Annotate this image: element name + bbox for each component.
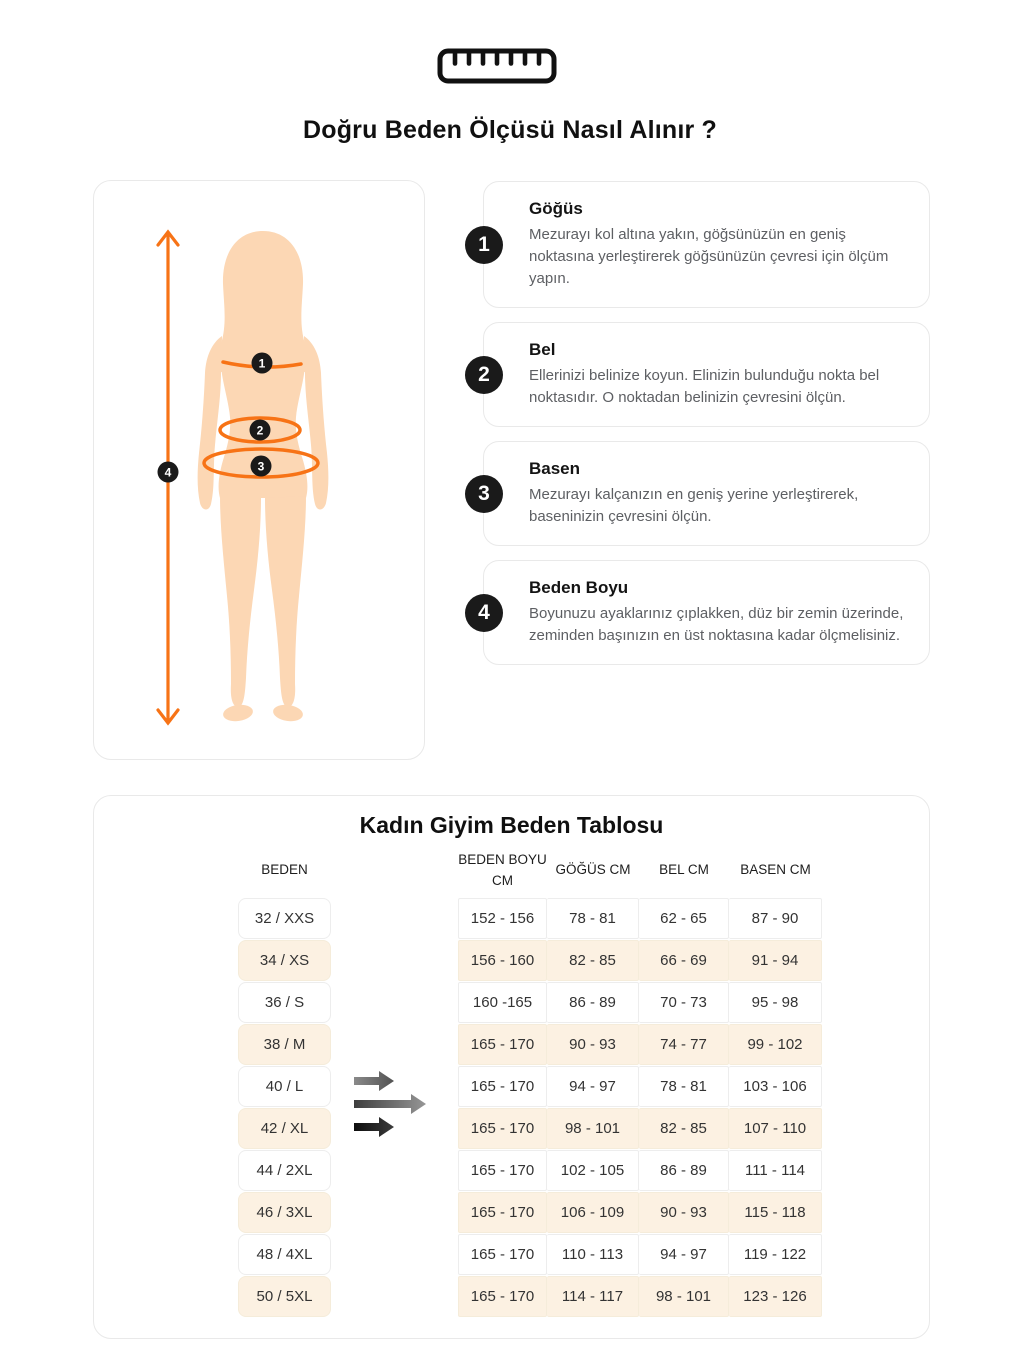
silhouette-right-leg xyxy=(265,496,306,707)
cell-bel: 94 - 97 xyxy=(639,1234,729,1275)
cell-bel: 98 - 101 xyxy=(639,1276,729,1317)
cell-bel: 78 - 81 xyxy=(639,1066,729,1107)
col-header-boy: BEDEN BOYU CM xyxy=(458,852,547,888)
cell-bel: 82 - 85 xyxy=(639,1108,729,1149)
instruction-text: Ellerinizi belinize koyun. Elinizin bulunduğu nokta bel noktasıdır. O noktadan belinizin çevresini ölçün. xyxy=(529,367,880,407)
instruction-card-gogus xyxy=(478,181,930,308)
cell-beden: 40 / L xyxy=(238,1066,331,1107)
cell-beden: 34 / XS xyxy=(238,940,331,981)
cell-basen: 103 - 106 xyxy=(729,1066,822,1107)
cell-gogus: 102 - 105 xyxy=(547,1150,639,1191)
step-3-badge: 3 xyxy=(465,475,503,513)
figure-point-2-label: 2 xyxy=(256,423,264,438)
arrow-short-gray xyxy=(354,1071,394,1091)
instruction-title: Beden Boyu xyxy=(529,578,629,598)
instruction-text: Mezurayı kol altına yakın, göğsünüzün en geniş noktasına yerleştirerek göğsünüzün çevresi için ölçüm yapın. xyxy=(529,226,889,288)
cell-beden: 38 / M xyxy=(238,1024,331,1065)
cell-gogus: 86 - 89 xyxy=(547,982,639,1023)
instruction-cards xyxy=(478,181,930,665)
col-header-basen: BASEN CM xyxy=(740,862,811,878)
cell-gogus: 110 - 113 xyxy=(547,1234,639,1275)
cell-beden: 48 / 4XL xyxy=(238,1234,331,1275)
silhouette-right-arm xyxy=(304,336,328,510)
size-table-card xyxy=(93,795,930,1339)
row-spacer xyxy=(331,1192,458,1233)
cell-beden: 44 / 2XL xyxy=(238,1150,331,1191)
size-table-header xyxy=(238,850,929,892)
cell-gogus: 78 - 81 xyxy=(547,898,639,939)
cell-basen: 123 - 126 xyxy=(729,1276,822,1317)
cell-gogus: 82 - 85 xyxy=(547,940,639,981)
step-1-badge: 1 xyxy=(465,226,503,264)
silhouette-left-arm xyxy=(198,336,222,510)
cell-gogus: 114 - 117 xyxy=(547,1276,639,1317)
cell-beden: 46 / 3XL xyxy=(238,1192,331,1233)
silhouette-left-foot xyxy=(222,703,254,723)
instruction-text: Mezurayı kalçanızın en geniş yerine yerleştirerek, baseninizin çevresini ölçün. xyxy=(529,486,859,526)
arrow-short-black xyxy=(354,1117,394,1137)
body-silhouette-figure xyxy=(94,181,426,761)
cell-gogus: 90 - 93 xyxy=(547,1024,639,1065)
cell-beden: 36 / S xyxy=(238,982,331,1023)
instruction-card-basen xyxy=(478,441,930,546)
row-spacer xyxy=(331,1150,458,1191)
cell-boy: 165 - 170 xyxy=(458,1066,547,1107)
instruction-card-bel xyxy=(478,322,930,427)
row-spacer xyxy=(331,982,458,1023)
cell-basen: 107 - 110 xyxy=(729,1108,822,1149)
col-header-gogus: GÖĞÜS CM xyxy=(555,862,631,878)
cell-bel: 90 - 93 xyxy=(639,1192,729,1233)
cell-boy: 165 - 170 xyxy=(458,1108,547,1149)
step-4-badge: 4 xyxy=(465,594,503,632)
cell-basen: 99 - 102 xyxy=(729,1024,822,1065)
instruction-title: Basen xyxy=(529,459,581,479)
cell-boy: 165 - 170 xyxy=(458,1276,547,1317)
cell-basen: 87 - 90 xyxy=(729,898,822,939)
table-pointer-arrows-icon xyxy=(354,1071,432,1139)
size-table-title: Kadın Giyim Beden Tablosu xyxy=(359,812,664,838)
cell-beden: 50 / 5XL xyxy=(238,1276,331,1317)
figure-point-4-label: 4 xyxy=(164,465,172,480)
figure-point-1-label: 1 xyxy=(258,356,266,371)
row-spacer xyxy=(331,940,458,981)
cell-bel: 62 - 65 xyxy=(639,898,729,939)
cell-bel: 86 - 89 xyxy=(639,1150,729,1191)
cell-boy: 156 - 160 xyxy=(458,940,547,981)
instruction-text: Boyunuzu ayaklarınız çıplakken, düz bir zemin üzerinde, zeminden başınızın en üst noktasına kadar ölçmelisiniz. xyxy=(529,605,904,645)
cell-boy: 165 - 170 xyxy=(458,1024,547,1065)
row-spacer xyxy=(331,1234,458,1275)
cell-gogus: 94 - 97 xyxy=(547,1066,639,1107)
silhouette-left-leg xyxy=(220,496,261,707)
row-spacer xyxy=(331,1276,458,1317)
cell-boy: 152 - 156 xyxy=(458,898,547,939)
cell-gogus: 98 - 101 xyxy=(547,1108,639,1149)
page-title: Doğru Beden Ölçüsü Nasıl Alınır ? xyxy=(302,116,718,144)
cell-bel: 70 - 73 xyxy=(639,982,729,1023)
cell-basen: 111 - 114 xyxy=(729,1150,822,1191)
body-measurement-figure-card xyxy=(93,180,425,760)
cell-boy: 165 - 170 xyxy=(458,1150,547,1191)
cell-boy: 165 - 170 xyxy=(458,1234,547,1275)
arrow-long-gray xyxy=(354,1094,426,1114)
size-table-body xyxy=(238,898,929,1317)
cell-gogus: 106 - 109 xyxy=(547,1192,639,1233)
cell-basen: 91 - 94 xyxy=(729,940,822,981)
row-spacer xyxy=(331,898,458,939)
col-header-bel: BEL CM xyxy=(659,862,709,878)
cell-boy: 160 -165 xyxy=(458,982,547,1023)
instruction-card-beden-boyu xyxy=(478,560,930,665)
cell-boy: 165 - 170 xyxy=(458,1192,547,1233)
ruler-icon xyxy=(437,48,557,84)
silhouette-right-foot xyxy=(272,703,304,723)
cell-bel: 74 - 77 xyxy=(639,1024,729,1065)
col-header-beden: BEDEN xyxy=(261,862,308,878)
cell-basen: 119 - 122 xyxy=(729,1234,822,1275)
step-2-badge: 2 xyxy=(465,356,503,394)
row-spacer xyxy=(331,1024,458,1065)
cell-beden: 42 / XL xyxy=(238,1108,331,1149)
cell-bel: 66 - 69 xyxy=(639,940,729,981)
cell-beden: 32 / XXS xyxy=(238,898,331,939)
figure-point-3-label: 3 xyxy=(257,459,265,474)
cell-basen: 95 - 98 xyxy=(729,982,822,1023)
cell-basen: 115 - 118 xyxy=(729,1192,822,1233)
instruction-title: Bel xyxy=(529,340,556,360)
instruction-title: Göğüs xyxy=(529,199,583,218)
